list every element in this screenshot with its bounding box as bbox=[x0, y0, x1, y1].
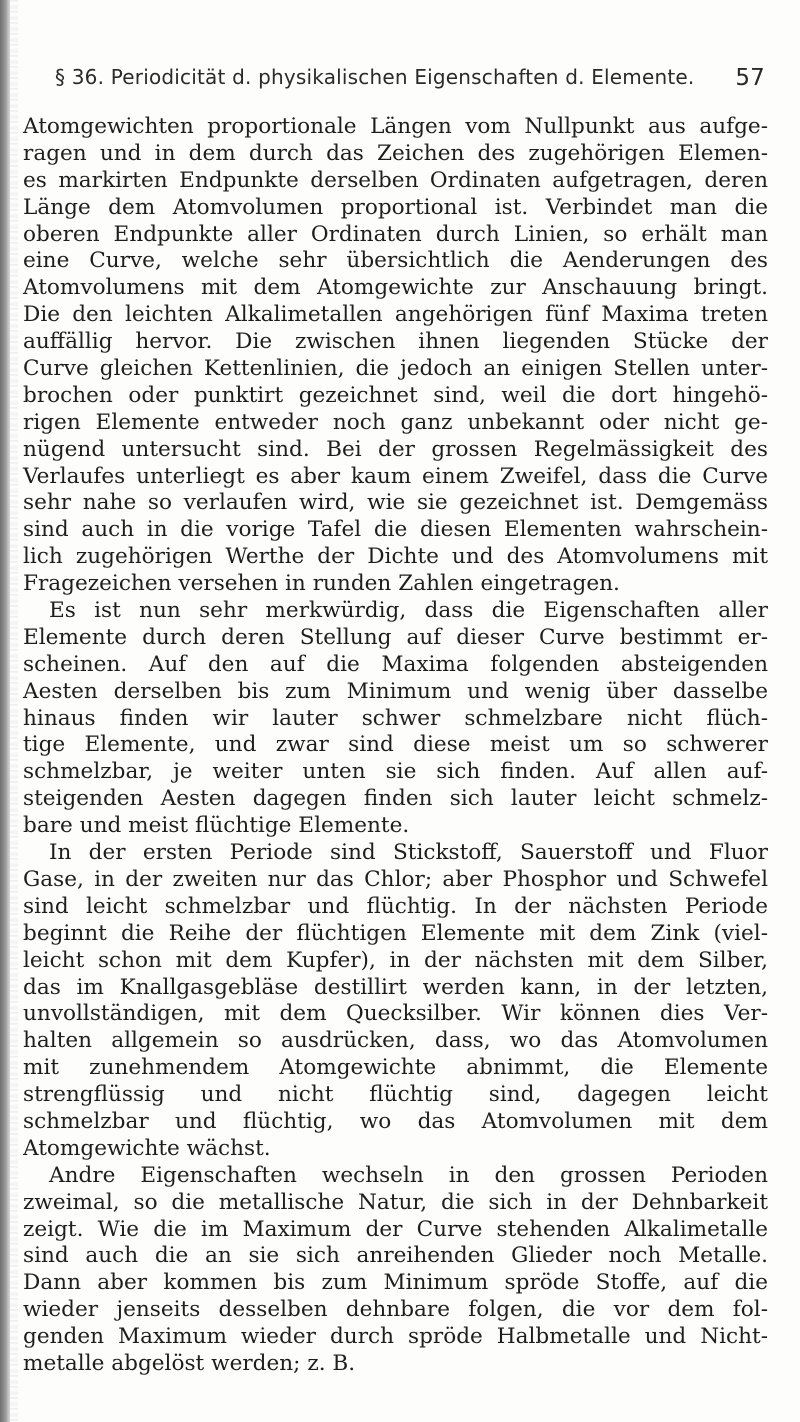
text-line: strengflüssig und nicht flüchtig sind, dagegen leicht bbox=[23, 1082, 768, 1108]
text-line: wieder jenseits desselben dehnbare folgen, die vor dem fol- bbox=[23, 1297, 768, 1323]
body-text bbox=[23, 114, 768, 1378]
text-line: Fragezeichen versehen in runden Zahlen eingetragen. bbox=[23, 571, 620, 597]
text-line: Atomvolumens mit dem Atomgewichte zur Anschauung bringt. bbox=[23, 275, 768, 301]
text-line: Aesten derselben bis zum Minimum und wenig über dasselbe bbox=[23, 678, 768, 704]
text-line: schmelzbar, je weiter unten sie sich finden. Auf allen auf- bbox=[23, 759, 768, 785]
text-line: Die den leichten Alkalimetallen angehörigen fünf Maxima treten bbox=[23, 302, 768, 328]
text-line: metalle abgelöst werden; z. B. bbox=[23, 1350, 356, 1376]
text-line: Dann aber kommen bis zum Minimum spröde Stoffe, auf die bbox=[23, 1270, 768, 1296]
text-line: genden Maximum wieder durch spröde Halbmetalle und Nicht- bbox=[23, 1324, 768, 1350]
text-line: Atomgewichten proportionale Längen vom Nullpunkt aus aufge- bbox=[23, 114, 768, 139]
text-line: Verlaufes unterliegt es aber kaum einem Zweifel, dass die Curve bbox=[23, 463, 768, 489]
text-line: das im Knallgasgebläse destillirt werden kann, in der letzten, bbox=[23, 974, 768, 1000]
text-line: eine Curve, welche sehr übersichtlich die Aenderungen des bbox=[23, 248, 768, 274]
text-line: zeigt. Wie die im Maximum der Curve stehenden Alkalimetalle bbox=[23, 1216, 768, 1242]
text-line: unvollständigen, mit dem Quecksilber. Wir können dies Ver- bbox=[23, 1001, 768, 1027]
text-line: steigenden Aesten dagegen finden sich lauter leicht schmelz- bbox=[23, 786, 768, 812]
text-line: sind leicht schmelzbar und flüchtig. In der nächsten Periode bbox=[23, 893, 768, 919]
text-line: hinaus finden wir lauter schwer schmelzbare nicht flüch- bbox=[23, 705, 768, 731]
text-line: rigen Elemente entweder noch ganz unbekannt oder nicht ge- bbox=[23, 409, 768, 435]
text-line: es markirten Endpunkte derselben Ordinaten aufgetragen, deren bbox=[23, 167, 768, 193]
text-line: sehr nahe so verlaufen wird, wie sie gezeichnet ist. Demgemäss bbox=[23, 490, 768, 516]
text-line: Es ist nun sehr merkwürdig, dass die Eigenschaften aller bbox=[49, 598, 768, 624]
text-line: Andre Eigenschaften wechseln in den grossen Perioden bbox=[49, 1162, 768, 1188]
text-line: Atomgewichte wächst. bbox=[23, 1135, 271, 1161]
text-line: scheinen. Auf den auf die Maxima folgenden absteigenden bbox=[23, 651, 768, 677]
text-line: bare und meist flüchtige Elemente. bbox=[23, 813, 410, 839]
text-line: oberen Endpunkte aller Ordinaten durch Linien, so erhält man bbox=[23, 221, 768, 247]
paragraph bbox=[23, 1163, 768, 1378]
running-header bbox=[55, 65, 765, 93]
text-line: Länge dem Atomvolumen proportional ist. Verbindet man die bbox=[23, 194, 768, 220]
text-line: halten allgemein so ausdrücken, dass, wo das Atomvolumen bbox=[23, 1028, 768, 1054]
text-line: sind auch die an sie sich anreihenden Glieder noch Metalle. bbox=[23, 1243, 768, 1269]
text-line: Curve gleichen Kettenlinien, die jedoch an einigen Stellen unter- bbox=[23, 356, 768, 382]
paragraph bbox=[23, 840, 768, 1163]
paragraph bbox=[23, 114, 768, 598]
page-number: 57 bbox=[735, 65, 765, 91]
text-line: In der ersten Periode sind Stickstoff, Sauerstoff und Fluor bbox=[49, 840, 768, 866]
text-line: brochen oder punktirt gezeichnet sind, weil die dort hingehö- bbox=[23, 382, 768, 408]
text-line: beginnt die Reihe der flüchtigen Elemente mit dem Zink (viel- bbox=[23, 920, 768, 946]
text-line: sind auch in die vorige Tafel die diesen Elementen wahrschein- bbox=[23, 517, 768, 543]
text-line: lich zugehörigen Werthe der Dichte und des Atomvolumens mit bbox=[23, 544, 768, 570]
text-line: schmelzbar und flüchtig, wo das Atomvolumen mit dem bbox=[23, 1108, 768, 1134]
text-line: auffällig hervor. Die zwischen ihnen liegenden Stücke der bbox=[23, 329, 768, 355]
text-line: tige Elemente, und zwar sind diese meist um so schwerer bbox=[23, 732, 768, 758]
text-line: Elemente durch deren Stellung auf dieser Curve bestimmt er- bbox=[23, 624, 768, 650]
text-line: leicht schon mit dem Kupfer), in der nächsten mit dem Silber, bbox=[23, 947, 768, 973]
text-line: mit zunehmendem Atomgewichte abnimmt, die Elemente bbox=[23, 1055, 768, 1081]
page-binding-edge bbox=[0, 0, 10, 1422]
page-gutter-shadow bbox=[10, 0, 18, 1422]
paragraph bbox=[23, 598, 768, 840]
text-line: nügend untersucht sind. Bei der grossen Regelmässigkeit des bbox=[23, 436, 768, 462]
text-line: ragen und in dem durch das Zeichen des zugehörigen Elemen- bbox=[23, 140, 768, 166]
text-line: Gase, in der zweiten nur das Chlor; aber Phosphor und Schwefel bbox=[23, 866, 768, 892]
section-title: § 36. Periodicität d. physikalischen Eigenschaften d. Elemente. bbox=[55, 65, 695, 89]
text-line: zweimal, so die metallische Natur, die sich in der Dehnbarkeit bbox=[23, 1189, 768, 1215]
